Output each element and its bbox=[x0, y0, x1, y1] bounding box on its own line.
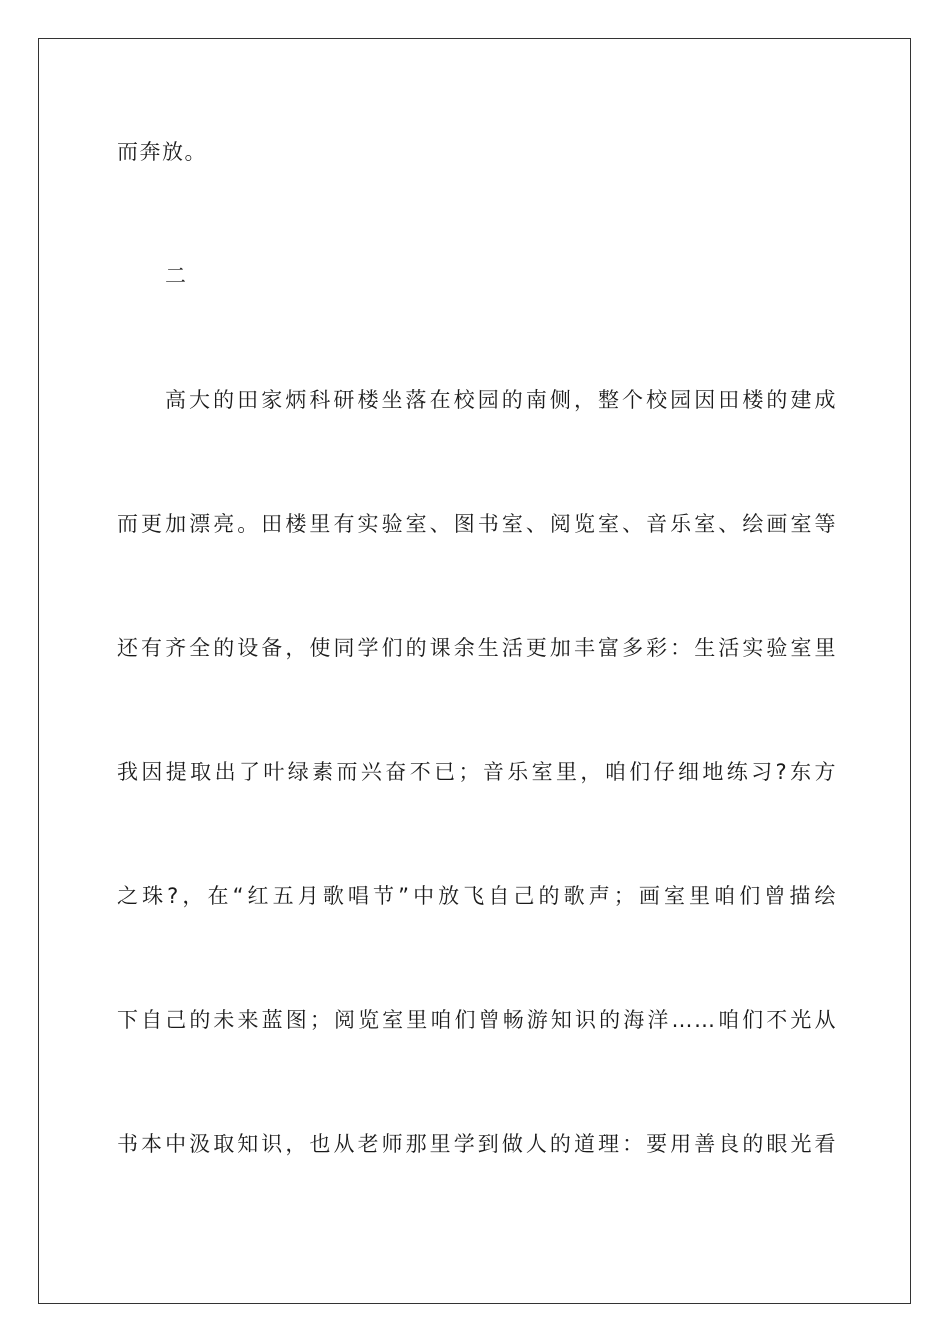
section-number: 二 bbox=[165, 264, 188, 288]
paragraph-first-line: 高大的田家炳科研楼坐落在校园的南侧，整个校园因田楼的建成 bbox=[165, 388, 837, 412]
text-line: 之珠?，在“红五月歌唱节”中放飞自己的歌声；画室里咱们曾描绘 bbox=[117, 884, 837, 908]
text-line: 我因提取出了叶绿素而兴奋不已；音乐室里，咱们仔细地练习?东方 bbox=[117, 760, 837, 784]
text-line: 而奔放。 bbox=[117, 140, 207, 164]
text-line: 书本中汲取知识，也从老师那里学到做人的道理：要用善良的眼光看 bbox=[117, 1132, 837, 1156]
page-border bbox=[38, 38, 911, 1304]
text-line: 下自己的未来蓝图；阅览室里咱们曾畅游知识的海洋……咱们不光从 bbox=[117, 1008, 837, 1032]
text-line: 还有齐全的设备，使同学们的课余生活更加丰富多彩：生活实验室里 bbox=[117, 636, 837, 660]
text-line: 而更加漂亮。田楼里有实验室、图书室、阅览室、音乐室、绘画室等 bbox=[117, 512, 837, 536]
